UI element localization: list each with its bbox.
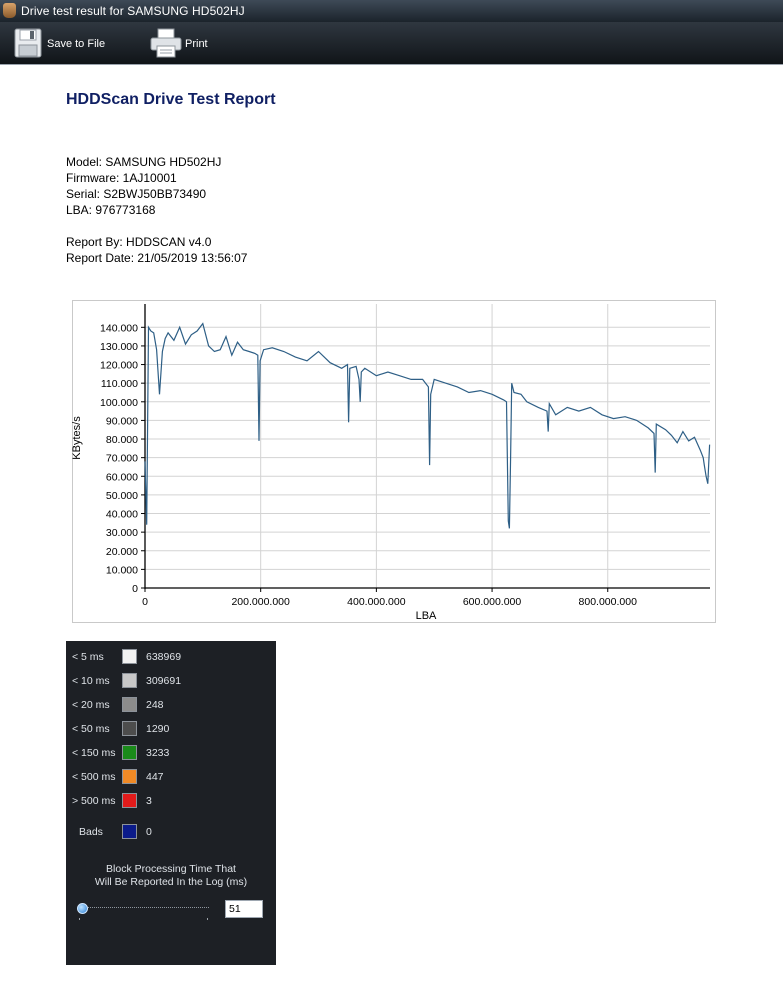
legend-color-swatch	[122, 673, 137, 688]
y-tick-label: 20.000	[105, 545, 138, 558]
x-tick-label: 600.000.000	[462, 596, 522, 608]
firmware-info: Firmware: 1AJ10001	[66, 171, 177, 185]
legend-color-swatch	[122, 824, 137, 839]
save-to-file-label: Save to File	[47, 38, 106, 50]
print-button[interactable]	[150, 28, 220, 60]
legend-color-swatch	[122, 745, 137, 760]
y-tick-label: 140.000	[100, 322, 138, 335]
legend-label: < 500 ms	[72, 771, 116, 783]
legend-label: < 50 ms	[72, 723, 110, 735]
legend-count: 3233	[146, 747, 170, 759]
legend-color-swatch	[122, 649, 137, 664]
speed-chart	[72, 300, 716, 623]
legend-row	[66, 793, 276, 809]
legend-color-swatch	[122, 721, 137, 736]
report-date-info: Report Date: 21/05/2019 13:56:07	[66, 251, 248, 265]
x-axis-label: LBA	[415, 610, 437, 622]
window-title: Drive test result for SAMSUNG HD502HJ	[21, 4, 245, 18]
floppy-disk-icon	[14, 28, 42, 58]
legend-label: < 150 ms	[72, 747, 116, 759]
y-tick-label: 100.000	[100, 396, 138, 409]
print-label: Print	[185, 38, 208, 50]
legend-color-swatch	[122, 769, 137, 784]
printer-icon	[150, 28, 182, 58]
read-speed-line	[145, 324, 710, 529]
app-icon	[3, 3, 16, 18]
legend-label: Bads	[79, 826, 103, 838]
y-tick-label: 70.000	[105, 452, 138, 465]
window-titlebar	[0, 0, 783, 22]
report-by-info: Report By: HDDSCAN v4.0	[66, 235, 212, 249]
legend-label: < 20 ms	[72, 699, 110, 711]
legend-label: < 10 ms	[72, 675, 110, 687]
speed-chart-svg	[73, 301, 715, 622]
slider-tick	[79, 918, 80, 920]
legend-count: 309691	[146, 675, 182, 687]
slider-tick	[207, 918, 208, 920]
y-tick-label: 130.000	[100, 340, 138, 353]
legend-color-swatch	[122, 697, 137, 712]
threshold-slider-track[interactable]	[79, 907, 209, 909]
legend-row	[66, 745, 276, 761]
save-to-file-button[interactable]	[14, 28, 114, 60]
y-tick-label: 50.000	[105, 489, 138, 502]
report-title: HDDScan Drive Test Report	[66, 91, 276, 108]
x-tick-label: 0	[142, 596, 148, 608]
legend-count: 3	[146, 795, 152, 807]
legend-row	[66, 673, 276, 689]
threshold-ms-input[interactable]	[225, 900, 263, 918]
lba-info: LBA: 976773168	[66, 203, 156, 217]
threshold-slider-thumb[interactable]	[77, 903, 88, 914]
latency-legend-panel	[66, 641, 276, 965]
y-axis-label: KBytes/s	[71, 416, 83, 460]
legend-count: 638969	[146, 651, 182, 663]
model-info: Model: SAMSUNG HD502HJ	[66, 155, 222, 169]
legend-row	[66, 697, 276, 713]
legend-row	[66, 824, 276, 840]
y-tick-label: 80.000	[105, 434, 138, 447]
threshold-caption-line2: Will Be Reported In the Log (ms)	[94, 876, 248, 888]
toolbar-divider	[0, 64, 783, 65]
x-tick-label: 400.000.000	[347, 596, 406, 608]
y-tick-label: 90.000	[105, 415, 138, 428]
y-tick-label: 40.000	[105, 508, 138, 521]
toolbar	[0, 22, 783, 64]
legend-row	[66, 649, 276, 665]
serial-info: Serial: S2BWJ50BB73490	[66, 187, 207, 201]
y-tick-label: 120.000	[100, 359, 138, 372]
y-tick-label: 60.000	[105, 471, 138, 484]
legend-color-swatch	[122, 793, 137, 808]
threshold-caption-line1: Block Processing Time That	[106, 863, 236, 875]
legend-count: 248	[146, 699, 164, 711]
legend-row	[66, 721, 276, 737]
y-tick-label: 0	[132, 583, 138, 595]
y-tick-label: 30.000	[105, 527, 138, 540]
y-tick-label: 110.000	[100, 378, 138, 391]
x-tick-label: 800.000.000	[578, 596, 637, 608]
legend-label: < 5 ms	[72, 651, 104, 663]
legend-row	[66, 769, 276, 785]
legend-count: 447	[146, 771, 164, 783]
y-tick-label: 10.000	[105, 564, 138, 577]
x-tick-label: 200.000.000	[231, 596, 290, 608]
legend-count: 0	[146, 826, 152, 838]
legend-count: 1290	[146, 723, 170, 735]
legend-label: > 500 ms	[72, 795, 116, 807]
